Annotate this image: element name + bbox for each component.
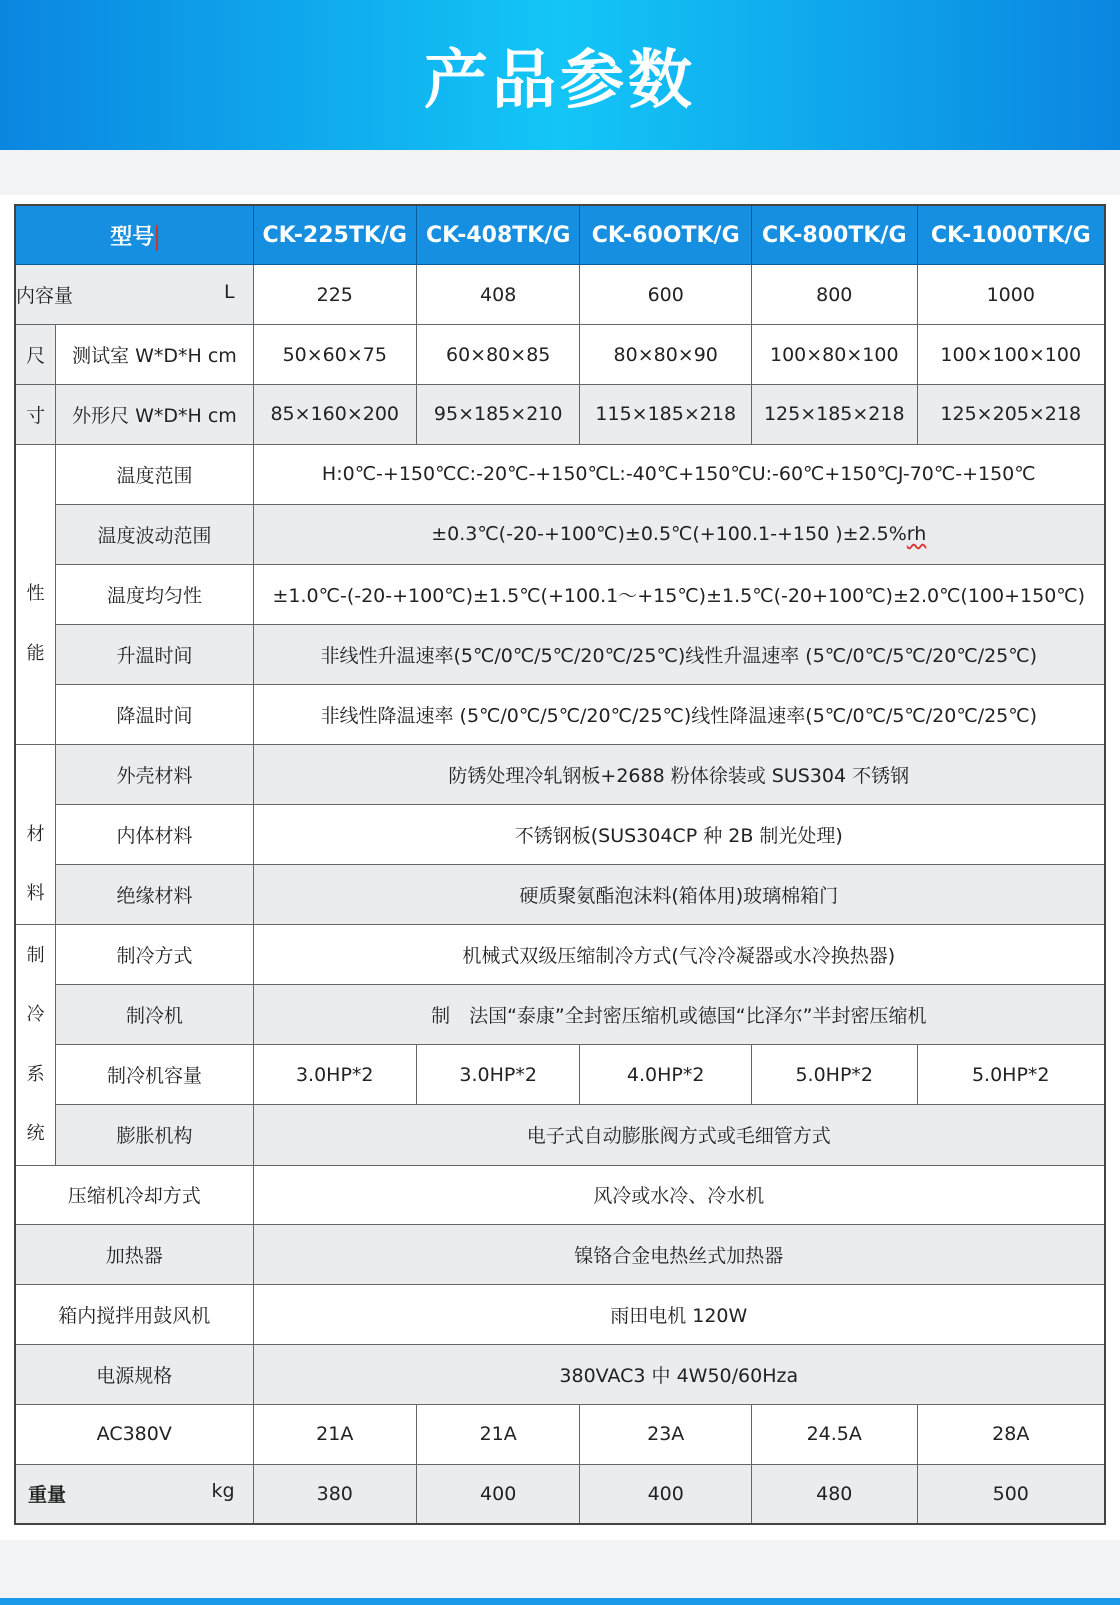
page-title: 产品参数 — [424, 44, 696, 118]
value-cell: 风冷或水冷、冷水机 — [253, 1165, 1105, 1225]
value-cell: 600 — [580, 265, 752, 325]
capacity-row — [15, 1045, 1105, 1105]
row-label: AC380V — [15, 1404, 253, 1464]
spec-table — [14, 204, 1106, 1525]
value-cell: 镍铬合金电热丝式加热器 — [253, 1225, 1105, 1285]
value-cell: ±1.0℃-(-20-+100℃)±1.5℃(+100.1～+15℃)±1.5℃(-20+100℃)±2.0℃(100+150℃) — [253, 564, 1105, 624]
row-label: 制冷方式 — [56, 925, 253, 985]
value-cell: 400 — [580, 1464, 752, 1524]
group-char: 冷 — [26, 1004, 45, 1026]
value-cell: 非线性降温速率 (5℃/0℃/5℃/20℃/25℃)线性降温速率(5℃/0℃/5℃/20℃/25℃) — [253, 684, 1105, 744]
row-label: 压缩机冷却方式 — [15, 1165, 253, 1225]
row-label: 外形尺 W*D*H cm — [56, 384, 253, 444]
group-char: 能 — [26, 643, 45, 665]
value-cell: 380 — [253, 1464, 416, 1524]
value-cell: 100×100×100 — [917, 325, 1105, 385]
refrigerator-row — [15, 985, 1105, 1045]
expansion-row — [15, 1105, 1105, 1165]
fluctuation-value: ±0.3℃(-20-+100℃)±0.5℃(+100.1-+150 )±2.5% — [431, 523, 907, 546]
row-label: 电源规格 — [15, 1344, 253, 1404]
refrigeration-method-row — [15, 925, 1105, 985]
value-cell: 125×205×218 — [917, 384, 1105, 444]
fluctuation-unit: rh — [906, 523, 927, 546]
value-cell: 115×185×218 — [580, 384, 752, 444]
model-header-cell — [15, 205, 253, 265]
group-char: 材 — [26, 823, 45, 845]
row-label: 温度波动范围 — [56, 504, 253, 564]
value-cell: 500 — [917, 1464, 1105, 1524]
fan-row — [15, 1285, 1105, 1345]
row-label: 箱内搅拌用鼓风机 — [15, 1285, 253, 1345]
value-cell: 408 — [416, 265, 579, 325]
value-cell: 21A — [416, 1404, 579, 1464]
row-label: 制冷机容量 — [56, 1045, 253, 1105]
bottom-accent-bar — [0, 1598, 1120, 1605]
value-cell: 5.0HP*2 — [752, 1045, 917, 1105]
model-cell: CK-225TK/G — [253, 205, 416, 265]
group-char: 系 — [26, 1063, 45, 1085]
heat-time-row — [15, 624, 1105, 684]
inner-material-row — [15, 804, 1105, 864]
uniformity-row — [15, 564, 1105, 624]
cool-time-row — [15, 684, 1105, 744]
group-char: 制 — [26, 944, 45, 966]
row-label: 降温时间 — [56, 684, 253, 744]
volume-label: 内容量 — [16, 285, 74, 308]
compressor-cooling-row — [15, 1165, 1105, 1225]
value-cell: 1000 — [917, 265, 1105, 325]
value-cell: 28A — [917, 1404, 1105, 1464]
row-label: 测试室 W*D*H cm — [56, 325, 253, 385]
value-cell: 400 — [416, 1464, 579, 1524]
temp-range-row — [15, 444, 1105, 504]
value-cell: 23A — [580, 1404, 752, 1464]
heater-row — [15, 1225, 1105, 1285]
value-cell: 50×60×75 — [253, 325, 416, 385]
value-cell: 85×160×200 — [253, 384, 416, 444]
row-label: 加热器 — [15, 1225, 253, 1285]
current-row — [15, 1404, 1105, 1464]
value-cell: 非线性升温速率(5℃/0℃/5℃/20℃/25℃)线性升温速率 (5℃/0℃/5℃/20℃/25℃) — [253, 624, 1105, 684]
row-label: 温度均匀性 — [56, 564, 253, 624]
test-room-row — [15, 325, 1105, 385]
value-cell: 硬质聚氨酯泡沫料(箱体用)玻璃棉箱门 — [253, 865, 1105, 925]
outer-size-row — [15, 384, 1105, 444]
value-cell: 225 — [253, 265, 416, 325]
power-row — [15, 1344, 1105, 1404]
group-char: 尺 — [15, 325, 56, 385]
value-cell: 机械式双级压缩制冷方式(气冷冷凝器或水冷换热器) — [253, 925, 1105, 985]
value-cell: 雨田电机 120W — [253, 1285, 1105, 1345]
group-char: 性 — [26, 583, 45, 605]
weight-row — [15, 1464, 1105, 1524]
row-label: 内体材料 — [56, 804, 253, 864]
value-cell: 95×185×210 — [416, 384, 579, 444]
insulation-row — [15, 865, 1105, 925]
value-cell: 125×185×218 — [752, 384, 917, 444]
shell-material-row — [15, 744, 1105, 804]
value-cell: 制 法国“泰康”全封密压缩机或德国“比泽尔”半封密压缩机 — [253, 985, 1105, 1045]
value-cell: H:0℃-+150℃C:-20℃-+150℃L:-40℃+150℃U:-60℃+150℃J-70℃-+150℃ — [253, 444, 1105, 504]
value-cell: 3.0HP*2 — [253, 1045, 416, 1105]
value-cell: 24.5A — [752, 1404, 917, 1464]
model-cell: CK-1000TK/G — [917, 205, 1105, 265]
value-cell: 5.0HP*2 — [917, 1045, 1105, 1105]
model-cell: CK-800TK/G — [752, 205, 917, 265]
value-cell: 21A — [253, 1404, 416, 1464]
value-cell: 380VAC3 中 4W50/60Hza — [253, 1344, 1105, 1404]
value-cell: 100×80×100 — [752, 325, 917, 385]
weight-label: 重量 — [28, 1484, 67, 1507]
row-label: 温度范围 — [56, 444, 253, 504]
value-cell: 800 — [752, 265, 917, 325]
volume-label-cell — [15, 265, 253, 325]
row-label: 升温时间 — [56, 624, 253, 684]
value-cell: 3.0HP*2 — [416, 1045, 579, 1105]
value-cell: 4.0HP*2 — [580, 1045, 752, 1105]
row-label: 制冷机 — [56, 985, 253, 1045]
volume-unit: L — [223, 281, 235, 304]
weight-unit: kg — [211, 1480, 235, 1503]
value-cell: 电子式自动膨胀阀方式或毛细管方式 — [253, 1105, 1105, 1165]
value-cell: 防锈处理冷轧钢板+2688 粉体徐装或 SUS304 不锈钢 — [253, 744, 1105, 804]
header-row — [15, 205, 1105, 265]
value-cell: 480 — [752, 1464, 917, 1524]
row-label: 外壳材料 — [56, 744, 253, 804]
value-cell — [253, 504, 1105, 564]
weight-label-cell — [15, 1464, 253, 1524]
model-cell: CK-60OTK/G — [580, 205, 752, 265]
fluctuation-row — [15, 504, 1105, 564]
refrigeration-group-cell — [15, 925, 56, 1165]
value-cell: 60×80×85 — [416, 325, 579, 385]
group-char: 寸 — [15, 384, 56, 444]
title-banner — [0, 0, 1120, 150]
text-cursor — [156, 225, 158, 251]
model-cell: CK-408TK/G — [416, 205, 579, 265]
volume-row — [15, 265, 1105, 325]
group-char: 统 — [26, 1123, 45, 1145]
value-cell: 不锈钢板(SUS304CP 种 2B 制光处理) — [253, 804, 1105, 864]
group-char: 料 — [26, 883, 45, 905]
value-cell: 80×80×90 — [580, 325, 752, 385]
materials-group-cell — [15, 744, 56, 924]
model-label: 型号 — [110, 224, 155, 250]
row-label: 绝缘材料 — [56, 865, 253, 925]
row-label: 膨胀机构 — [56, 1105, 253, 1165]
performance-group-cell — [15, 444, 56, 744]
